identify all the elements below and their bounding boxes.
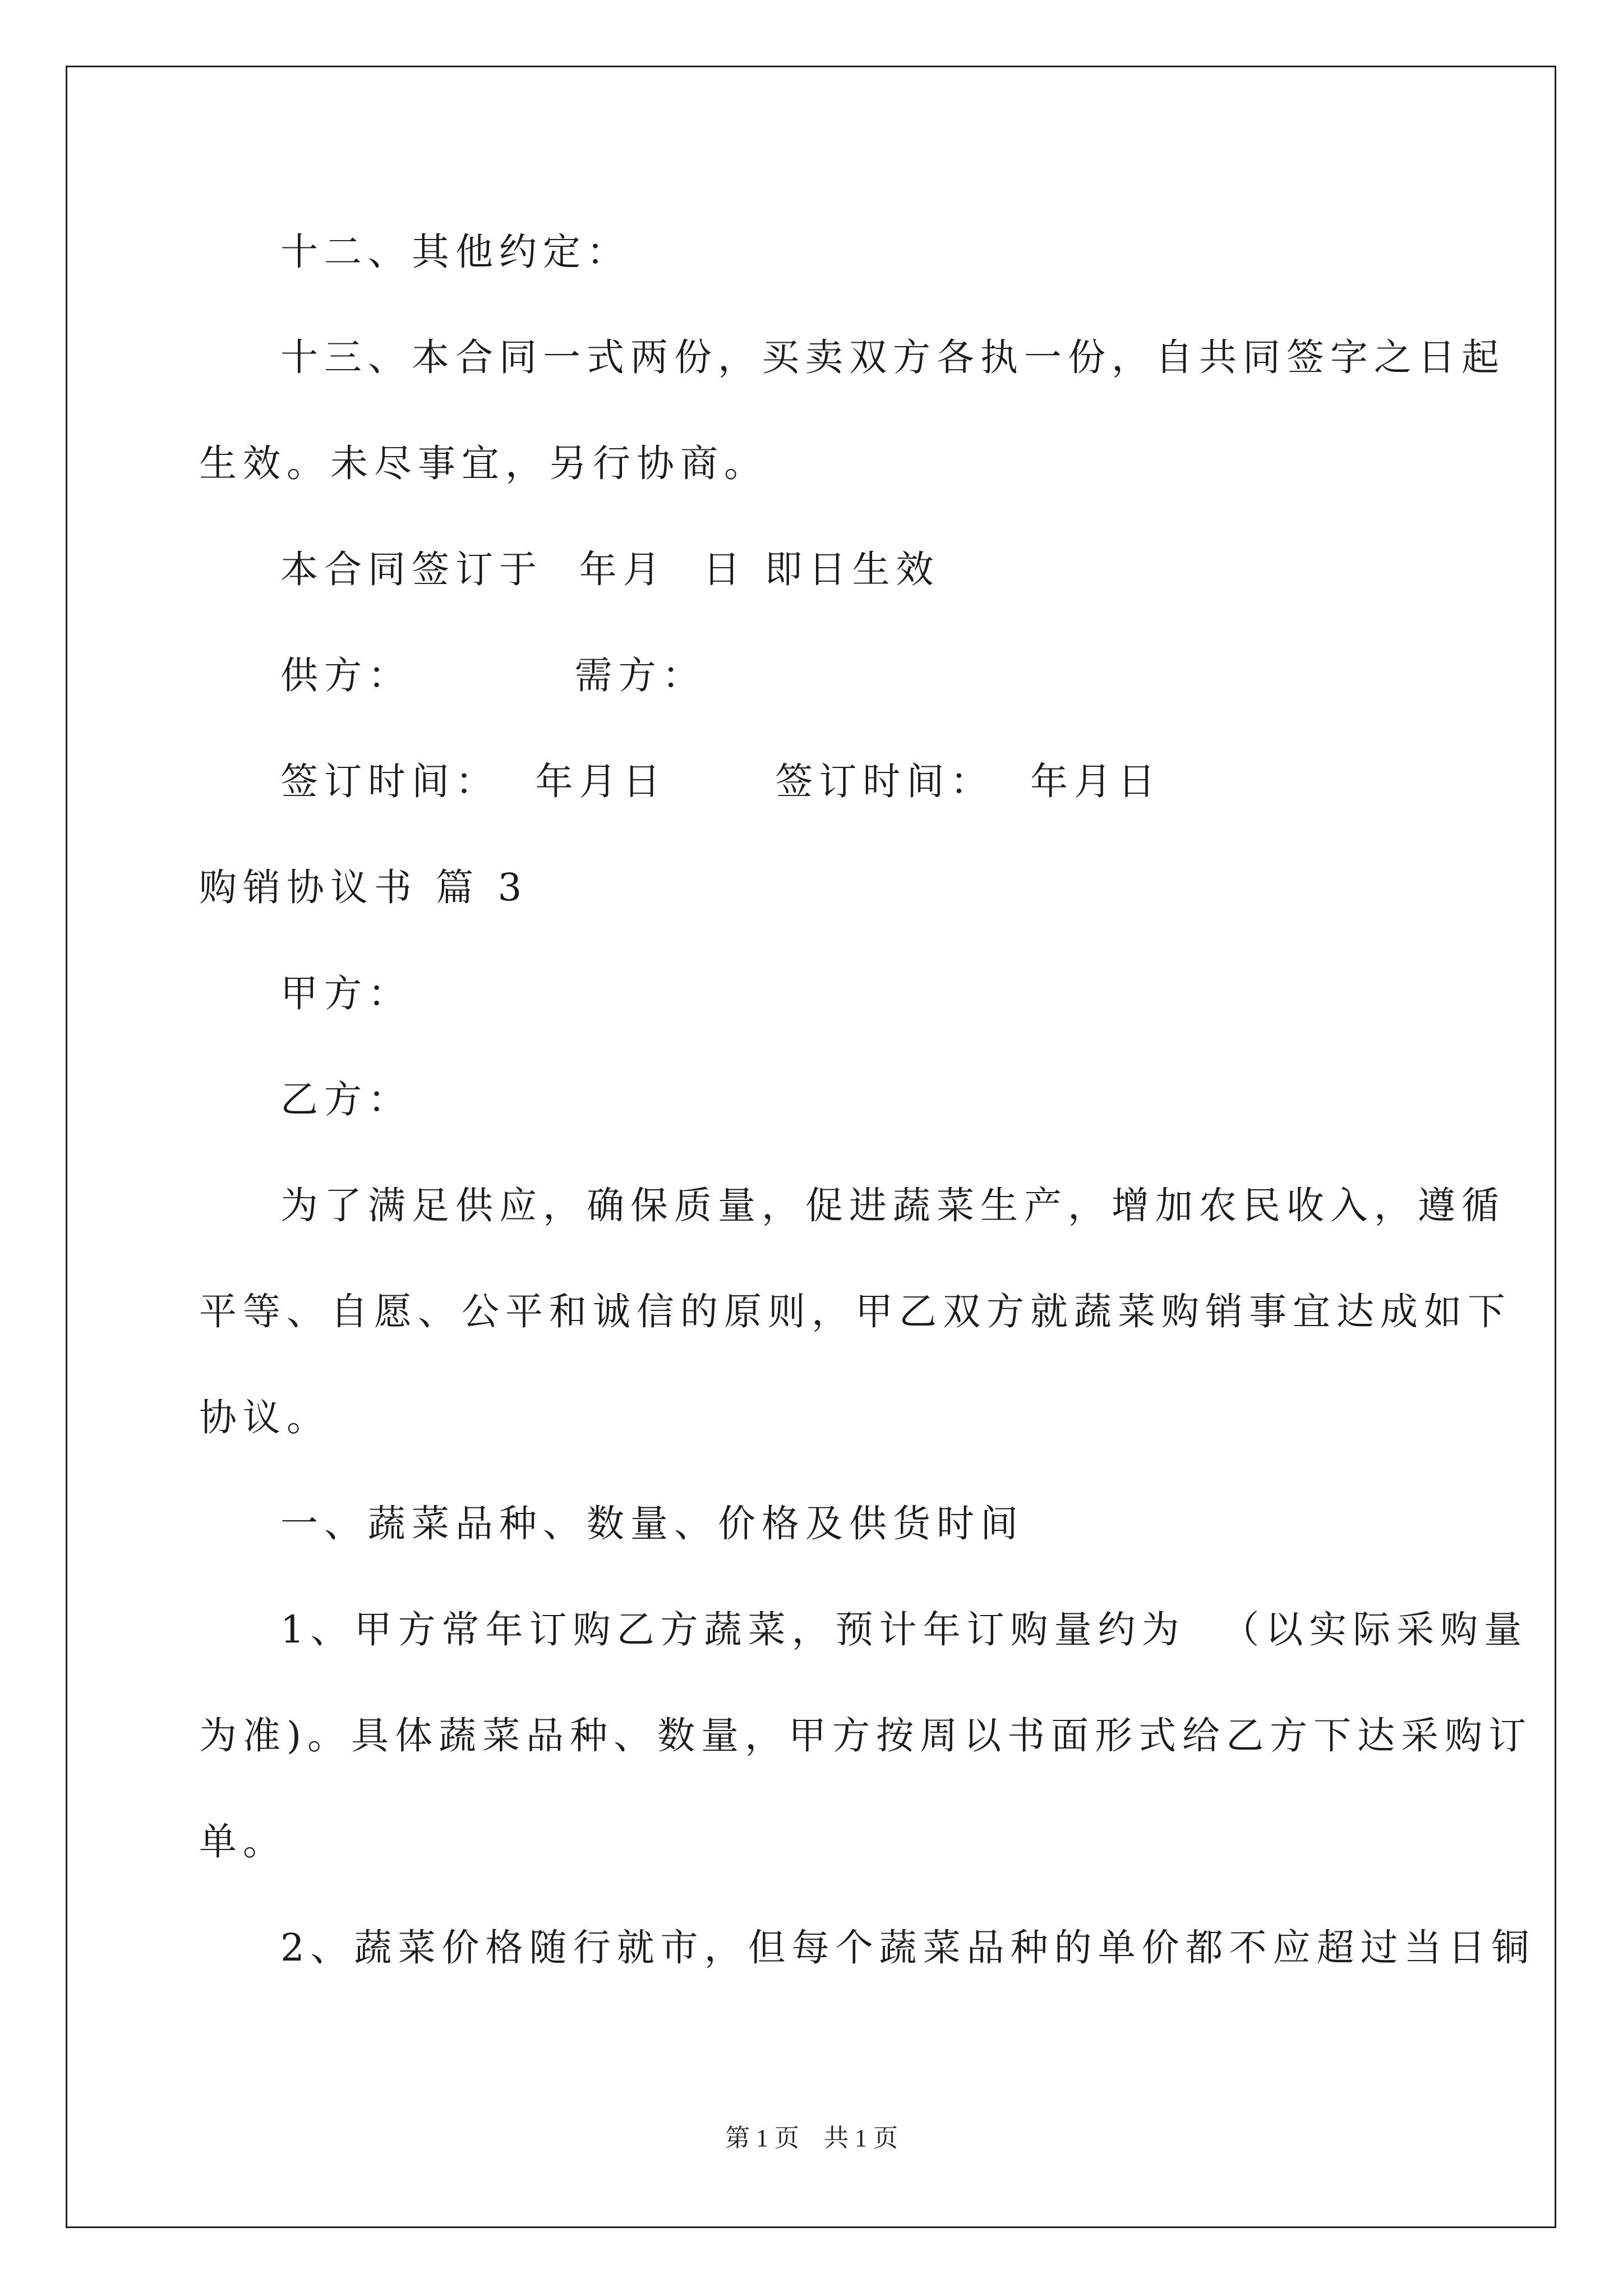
- supplier-buyer-line: 供方： 需方：: [280, 654, 706, 697]
- signing-date-line: 本合同签订于 年月 日 即日生效: [280, 547, 940, 591]
- preamble-line-2: 平等、自愿、公平和诚信的原则，甲乙双方就蔬菜购销事宜达成如下: [199, 1290, 1511, 1333]
- signing-time-line: 签订时间： 年月日 签订时间： 年月日: [280, 760, 1161, 803]
- item-1-line-1: 1、甲方常年订购乙方蔬菜，预计年订购量约为 （以实际采购量: [280, 1608, 1528, 1651]
- item-2-line-1: 2、蔬菜价格随行就市，但每个蔬菜品种的单价都不应超过当日铜: [280, 1926, 1536, 1970]
- item-1-line-3: 单。: [199, 1820, 287, 1864]
- preamble-line-1: 为了满足供应，确保质量，促进蔬菜生产，增加农民收入，遵循: [280, 1184, 1505, 1227]
- party-b-label: 乙方：: [280, 1078, 412, 1121]
- item-1-line-2: 为准)。具体蔬菜品种、数量，甲方按周以书面形式给乙方下达采购订: [199, 1714, 1533, 1757]
- section-heading-part-3: 购销协议书 篇 3: [199, 866, 528, 909]
- page-number-footer: 第 1 页 共 1 页: [725, 2124, 898, 2152]
- page-border: [66, 66, 1556, 2228]
- party-a-label: 甲方：: [280, 972, 412, 1015]
- clause-13-line-1: 十三、本合同一式两份，买卖双方各执一份，自共同签字之日起: [280, 335, 1505, 379]
- section-1-heading: 一、蔬菜品种、数量、价格及供货时间: [280, 1502, 1024, 1545]
- clause-13-line-2: 生效。未尽事宜，另行协商。: [199, 441, 768, 485]
- clause-12-other-agreements: 十二、其他约定：: [280, 230, 630, 274]
- preamble-line-3: 协议。: [199, 1396, 330, 1439]
